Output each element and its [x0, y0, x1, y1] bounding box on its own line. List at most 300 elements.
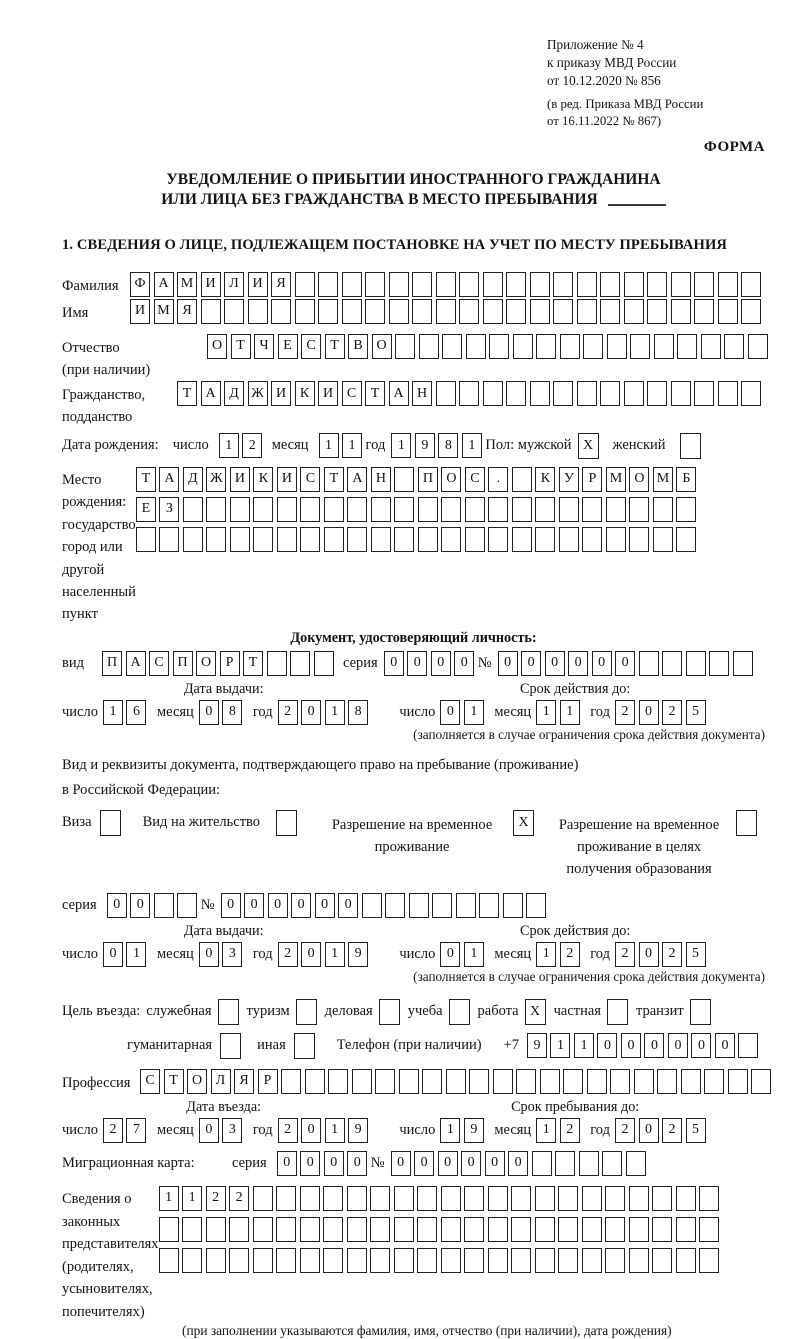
form-cell[interactable]: [305, 1069, 325, 1094]
form-cell[interactable]: 5: [686, 942, 706, 967]
form-cell[interactable]: [441, 1248, 461, 1273]
form-cell[interactable]: 0: [644, 1033, 664, 1058]
form-cell[interactable]: [464, 1186, 484, 1211]
form-cell[interactable]: [555, 1151, 575, 1176]
form-cell[interactable]: [535, 527, 555, 552]
form-cell[interactable]: [701, 334, 721, 359]
form-cell[interactable]: [446, 1069, 466, 1094]
form-cell[interactable]: [629, 1248, 649, 1273]
form-cell[interactable]: Т: [164, 1069, 184, 1094]
form-cell[interactable]: Ж: [206, 467, 226, 492]
form-cell[interactable]: 1: [440, 1118, 460, 1143]
form-cell[interactable]: [417, 1217, 437, 1242]
form-cell[interactable]: С: [300, 467, 320, 492]
form-cell[interactable]: С: [149, 651, 169, 676]
form-cell[interactable]: 0: [668, 1033, 688, 1058]
form-cell[interactable]: [676, 527, 696, 552]
form-cell[interactable]: [290, 651, 310, 676]
form-cell[interactable]: [300, 1186, 320, 1211]
form-cell[interactable]: [600, 272, 620, 297]
form-cell[interactable]: [653, 527, 673, 552]
form-cell[interactable]: Е: [136, 497, 156, 522]
sex-female-checkbox[interactable]: [680, 433, 701, 459]
form-cell[interactable]: [558, 1217, 578, 1242]
form-cell[interactable]: 2: [278, 1118, 298, 1143]
form-cell[interactable]: [530, 299, 550, 324]
form-cell[interactable]: [441, 1186, 461, 1211]
form-cell[interactable]: Т: [325, 334, 345, 359]
form-cell[interactable]: 1: [550, 1033, 570, 1058]
form-cell[interactable]: [647, 299, 667, 324]
form-cell[interactable]: [488, 1217, 508, 1242]
form-cell[interactable]: 0: [301, 1118, 321, 1143]
form-cell[interactable]: [718, 272, 738, 297]
form-cell[interactable]: А: [154, 272, 174, 297]
form-cell[interactable]: [206, 1248, 226, 1273]
form-cell[interactable]: 0: [521, 651, 541, 676]
form-cell[interactable]: [394, 527, 414, 552]
form-cell[interactable]: 0: [414, 1151, 434, 1176]
form-cell[interactable]: [709, 651, 729, 676]
form-cell[interactable]: М: [606, 467, 626, 492]
form-cell[interactable]: [600, 381, 620, 406]
form-cell[interactable]: 2: [242, 433, 262, 458]
form-cell[interactable]: 0: [268, 893, 288, 918]
form-cell[interactable]: [183, 527, 203, 552]
form-cell[interactable]: [511, 1248, 531, 1273]
form-cell[interactable]: [419, 334, 439, 359]
form-cell[interactable]: [512, 527, 532, 552]
form-cell[interactable]: Т: [324, 467, 344, 492]
form-cell[interactable]: А: [389, 381, 409, 406]
form-cell[interactable]: [324, 527, 344, 552]
form-cell[interactable]: [441, 527, 461, 552]
form-cell[interactable]: [738, 1033, 758, 1058]
form-cell[interactable]: [532, 1151, 552, 1176]
form-cell[interactable]: 3: [222, 1118, 242, 1143]
form-cell[interactable]: [183, 497, 203, 522]
form-cell[interactable]: [629, 497, 649, 522]
form-cell[interactable]: [657, 1069, 677, 1094]
form-cell[interactable]: 0: [103, 942, 123, 967]
form-cell[interactable]: [558, 1248, 578, 1273]
form-cell[interactable]: 2: [615, 700, 635, 725]
form-cell[interactable]: Б: [676, 467, 696, 492]
form-cell[interactable]: [459, 272, 479, 297]
form-cell[interactable]: [624, 299, 644, 324]
form-cell[interactable]: [182, 1248, 202, 1273]
form-cell[interactable]: [579, 1151, 599, 1176]
form-cell[interactable]: [602, 1151, 622, 1176]
form-cell[interactable]: 9: [348, 942, 368, 967]
form-cell[interactable]: 1: [126, 942, 146, 967]
form-cell[interactable]: 0: [384, 651, 404, 676]
form-cell[interactable]: [201, 299, 221, 324]
form-cell[interactable]: 1: [159, 1186, 179, 1211]
form-cell[interactable]: Ф: [130, 272, 150, 297]
form-cell[interactable]: [512, 497, 532, 522]
residence-permit-checkbox[interactable]: [276, 810, 297, 836]
form-cell[interactable]: 0: [461, 1151, 481, 1176]
form-cell[interactable]: К: [535, 467, 555, 492]
form-cell[interactable]: Т: [365, 381, 385, 406]
form-cell[interactable]: [718, 381, 738, 406]
form-cell[interactable]: [394, 1217, 414, 1242]
form-cell[interactable]: [436, 381, 456, 406]
form-cell[interactable]: [352, 1069, 372, 1094]
form-cell[interactable]: [671, 299, 691, 324]
form-cell[interactable]: 1: [182, 1186, 202, 1211]
form-cell[interactable]: [751, 1069, 771, 1094]
form-cell[interactable]: [276, 1186, 296, 1211]
form-cell[interactable]: Л: [224, 272, 244, 297]
form-cell[interactable]: М: [177, 272, 197, 297]
form-cell[interactable]: [229, 1248, 249, 1273]
form-cell[interactable]: [493, 1069, 513, 1094]
form-cell[interactable]: 0: [691, 1033, 711, 1058]
form-cell[interactable]: [347, 1217, 367, 1242]
form-cell[interactable]: [464, 1217, 484, 1242]
form-cell[interactable]: 3: [222, 942, 242, 967]
form-cell[interactable]: [399, 1069, 419, 1094]
temporary-residence-checkbox[interactable]: X: [513, 810, 534, 836]
form-cell[interactable]: [582, 527, 602, 552]
form-cell[interactable]: [479, 893, 499, 918]
form-cell[interactable]: [432, 893, 452, 918]
form-cell[interactable]: [395, 334, 415, 359]
form-cell[interactable]: [295, 272, 315, 297]
purpose-private-checkbox[interactable]: [607, 999, 628, 1025]
form-cell[interactable]: 6: [126, 700, 146, 725]
form-cell[interactable]: 0: [639, 700, 659, 725]
form-cell[interactable]: [271, 299, 291, 324]
form-cell[interactable]: 0: [639, 942, 659, 967]
form-cell[interactable]: [488, 1186, 508, 1211]
form-cell[interactable]: [253, 1217, 273, 1242]
form-cell[interactable]: [610, 1069, 630, 1094]
form-cell[interactable]: 5: [686, 700, 706, 725]
form-cell[interactable]: [253, 1186, 273, 1211]
form-cell[interactable]: [253, 497, 273, 522]
form-cell[interactable]: [694, 272, 714, 297]
form-cell[interactable]: 1: [536, 942, 556, 967]
form-cell[interactable]: [686, 651, 706, 676]
form-cell[interactable]: [582, 1248, 602, 1273]
form-cell[interactable]: [605, 1186, 625, 1211]
form-cell[interactable]: 1: [325, 1118, 345, 1143]
form-cell[interactable]: [230, 497, 250, 522]
form-cell[interactable]: 0: [498, 651, 518, 676]
form-cell[interactable]: [323, 1217, 343, 1242]
form-cell[interactable]: [587, 1069, 607, 1094]
form-cell[interactable]: 0: [431, 651, 451, 676]
form-cell[interactable]: [229, 1217, 249, 1242]
form-cell[interactable]: 0: [347, 1151, 367, 1176]
form-cell[interactable]: Т: [231, 334, 251, 359]
form-cell[interactable]: [677, 334, 697, 359]
form-cell[interactable]: 0: [508, 1151, 528, 1176]
form-cell[interactable]: И: [230, 467, 250, 492]
form-cell[interactable]: [465, 497, 485, 522]
form-cell[interactable]: [300, 1217, 320, 1242]
form-cell[interactable]: И: [248, 272, 268, 297]
form-cell[interactable]: 9: [348, 1118, 368, 1143]
form-cell[interactable]: 0: [440, 942, 460, 967]
form-cell[interactable]: [159, 1248, 179, 1273]
form-cell[interactable]: И: [201, 272, 221, 297]
form-cell[interactable]: [347, 1186, 367, 1211]
form-cell[interactable]: [483, 381, 503, 406]
form-cell[interactable]: [224, 299, 244, 324]
form-cell[interactable]: [605, 1217, 625, 1242]
form-cell[interactable]: [276, 1248, 296, 1273]
form-cell[interactable]: [530, 272, 550, 297]
form-cell[interactable]: С: [140, 1069, 160, 1094]
form-cell[interactable]: [676, 1186, 696, 1211]
form-cell[interactable]: Р: [258, 1069, 278, 1094]
form-cell[interactable]: 2: [615, 1118, 635, 1143]
form-cell[interactable]: 2: [615, 942, 635, 967]
form-cell[interactable]: [136, 527, 156, 552]
purpose-study-checkbox[interactable]: [449, 999, 470, 1025]
form-cell[interactable]: [412, 299, 432, 324]
form-cell[interactable]: [535, 1217, 555, 1242]
form-cell[interactable]: [506, 299, 526, 324]
form-cell[interactable]: П: [173, 651, 193, 676]
form-cell[interactable]: О: [441, 467, 461, 492]
form-cell[interactable]: П: [102, 651, 122, 676]
form-cell[interactable]: 0: [615, 651, 635, 676]
form-cell[interactable]: [606, 497, 626, 522]
form-cell[interactable]: [436, 299, 456, 324]
form-cell[interactable]: 0: [199, 700, 219, 725]
form-cell[interactable]: [671, 381, 691, 406]
form-cell[interactable]: [699, 1217, 719, 1242]
form-cell[interactable]: [652, 1217, 672, 1242]
form-cell[interactable]: [456, 893, 476, 918]
form-cell[interactable]: [560, 334, 580, 359]
form-cell[interactable]: [409, 893, 429, 918]
form-cell[interactable]: П: [418, 467, 438, 492]
form-cell[interactable]: [362, 893, 382, 918]
form-cell[interactable]: [394, 467, 414, 492]
purpose-tourism-checkbox[interactable]: [296, 999, 317, 1025]
form-cell[interactable]: [365, 272, 385, 297]
form-cell[interactable]: [553, 272, 573, 297]
form-cell[interactable]: 2: [662, 1118, 682, 1143]
form-cell[interactable]: 0: [407, 651, 427, 676]
form-cell[interactable]: Т: [243, 651, 263, 676]
form-cell[interactable]: [671, 272, 691, 297]
form-cell[interactable]: [418, 527, 438, 552]
form-cell[interactable]: 1: [464, 942, 484, 967]
form-cell[interactable]: [607, 334, 627, 359]
form-cell[interactable]: [394, 1248, 414, 1273]
form-cell[interactable]: 8: [438, 433, 458, 458]
form-cell[interactable]: 0: [324, 1151, 344, 1176]
purpose-other-checkbox[interactable]: [294, 1033, 315, 1059]
form-cell[interactable]: [559, 497, 579, 522]
form-cell[interactable]: [295, 299, 315, 324]
form-cell[interactable]: З: [159, 497, 179, 522]
form-cell[interactable]: [699, 1186, 719, 1211]
form-cell[interactable]: [394, 1186, 414, 1211]
form-cell[interactable]: И: [318, 381, 338, 406]
form-cell[interactable]: [718, 299, 738, 324]
form-cell[interactable]: [442, 334, 462, 359]
form-cell[interactable]: [417, 1248, 437, 1273]
form-cell[interactable]: [694, 381, 714, 406]
form-cell[interactable]: [418, 497, 438, 522]
form-cell[interactable]: О: [629, 467, 649, 492]
form-cell[interactable]: [639, 651, 659, 676]
form-cell[interactable]: [704, 1069, 724, 1094]
form-cell[interactable]: Р: [582, 467, 602, 492]
form-cell[interactable]: 0: [568, 651, 588, 676]
form-cell[interactable]: Я: [271, 272, 291, 297]
form-cell[interactable]: [563, 1069, 583, 1094]
form-cell[interactable]: [630, 334, 650, 359]
form-cell[interactable]: [276, 1217, 296, 1242]
form-cell[interactable]: [412, 272, 432, 297]
form-cell[interactable]: 0: [391, 1151, 411, 1176]
form-cell[interactable]: [629, 1186, 649, 1211]
form-cell[interactable]: 0: [301, 942, 321, 967]
form-cell[interactable]: 0: [621, 1033, 641, 1058]
form-cell[interactable]: Р: [220, 651, 240, 676]
form-cell[interactable]: [389, 299, 409, 324]
form-cell[interactable]: [248, 299, 268, 324]
form-cell[interactable]: [370, 1248, 390, 1273]
form-cell[interactable]: [553, 299, 573, 324]
form-cell[interactable]: 0: [597, 1033, 617, 1058]
form-cell[interactable]: [230, 527, 250, 552]
form-cell[interactable]: [394, 497, 414, 522]
form-cell[interactable]: [385, 893, 405, 918]
form-cell[interactable]: [535, 1186, 555, 1211]
form-cell[interactable]: 9: [464, 1118, 484, 1143]
form-cell[interactable]: Н: [371, 467, 391, 492]
form-cell[interactable]: 0: [338, 893, 358, 918]
form-cell[interactable]: Л: [211, 1069, 231, 1094]
form-cell[interactable]: 2: [278, 700, 298, 725]
form-cell[interactable]: [681, 1069, 701, 1094]
form-cell[interactable]: [699, 1248, 719, 1273]
form-cell[interactable]: [253, 527, 273, 552]
form-cell[interactable]: [629, 527, 649, 552]
form-cell[interactable]: О: [207, 334, 227, 359]
form-cell[interactable]: [535, 497, 555, 522]
form-cell[interactable]: [206, 497, 226, 522]
form-cell[interactable]: Д: [183, 467, 203, 492]
form-cell[interactable]: [536, 334, 556, 359]
form-cell[interactable]: 7: [126, 1118, 146, 1143]
form-cell[interactable]: [488, 497, 508, 522]
form-cell[interactable]: [375, 1069, 395, 1094]
education-residence-checkbox[interactable]: [736, 810, 757, 836]
purpose-humanitarian-checkbox[interactable]: [220, 1033, 241, 1059]
form-cell[interactable]: [577, 272, 597, 297]
form-cell[interactable]: У: [559, 467, 579, 492]
form-cell[interactable]: Ж: [248, 381, 268, 406]
form-cell[interactable]: И: [130, 299, 150, 324]
form-cell[interactable]: 2: [278, 942, 298, 967]
form-cell[interactable]: [324, 497, 344, 522]
form-cell[interactable]: 9: [415, 433, 435, 458]
form-cell[interactable]: [483, 299, 503, 324]
form-cell[interactable]: [624, 272, 644, 297]
form-cell[interactable]: Е: [278, 334, 298, 359]
form-cell[interactable]: В: [348, 334, 368, 359]
form-cell[interactable]: 1: [103, 700, 123, 725]
form-cell[interactable]: 0: [315, 893, 335, 918]
form-cell[interactable]: 1: [219, 433, 239, 458]
form-cell[interactable]: [503, 893, 523, 918]
form-cell[interactable]: 1: [464, 700, 484, 725]
form-cell[interactable]: [182, 1217, 202, 1242]
form-cell[interactable]: [347, 1248, 367, 1273]
form-cell[interactable]: 0: [715, 1033, 735, 1058]
form-cell[interactable]: 8: [222, 700, 242, 725]
form-cell[interactable]: [370, 1217, 390, 1242]
form-cell[interactable]: 2: [560, 942, 580, 967]
form-cell[interactable]: 2: [206, 1186, 226, 1211]
visa-checkbox[interactable]: [100, 810, 121, 836]
form-cell[interactable]: [741, 299, 761, 324]
form-cell[interactable]: [728, 1069, 748, 1094]
form-cell[interactable]: [558, 1186, 578, 1211]
purpose-transit-checkbox[interactable]: [690, 999, 711, 1025]
form-cell[interactable]: 0: [291, 893, 311, 918]
form-cell[interactable]: [653, 497, 673, 522]
form-cell[interactable]: 1: [325, 700, 345, 725]
form-cell[interactable]: М: [653, 467, 673, 492]
form-cell[interactable]: [516, 1069, 536, 1094]
form-cell[interactable]: [506, 272, 526, 297]
form-cell[interactable]: [488, 527, 508, 552]
form-cell[interactable]: [417, 1186, 437, 1211]
form-cell[interactable]: С: [301, 334, 321, 359]
form-cell[interactable]: [314, 651, 334, 676]
form-cell[interactable]: [154, 893, 174, 918]
form-cell[interactable]: 1: [574, 1033, 594, 1058]
form-cell[interactable]: 9: [527, 1033, 547, 1058]
form-cell[interactable]: А: [159, 467, 179, 492]
purpose-official-checkbox[interactable]: [218, 999, 239, 1025]
form-cell[interactable]: О: [372, 334, 392, 359]
form-cell[interactable]: [535, 1248, 555, 1273]
form-cell[interactable]: 1: [536, 700, 556, 725]
form-cell[interactable]: К: [295, 381, 315, 406]
form-cell[interactable]: 2: [560, 1118, 580, 1143]
form-cell[interactable]: 1: [319, 433, 339, 458]
form-cell[interactable]: О: [196, 651, 216, 676]
form-cell[interactable]: [365, 299, 385, 324]
form-cell[interactable]: [441, 1217, 461, 1242]
form-cell[interactable]: С: [342, 381, 362, 406]
form-cell[interactable]: 1: [325, 942, 345, 967]
form-cell[interactable]: 0: [107, 893, 127, 918]
form-cell[interactable]: 0: [221, 893, 241, 918]
form-cell[interactable]: М: [154, 299, 174, 324]
form-cell[interactable]: О: [187, 1069, 207, 1094]
form-cell[interactable]: [464, 1248, 484, 1273]
form-cell[interactable]: [652, 1186, 672, 1211]
form-cell[interactable]: К: [253, 467, 273, 492]
form-cell[interactable]: [318, 272, 338, 297]
form-cell[interactable]: [654, 334, 674, 359]
form-cell[interactable]: И: [271, 381, 291, 406]
